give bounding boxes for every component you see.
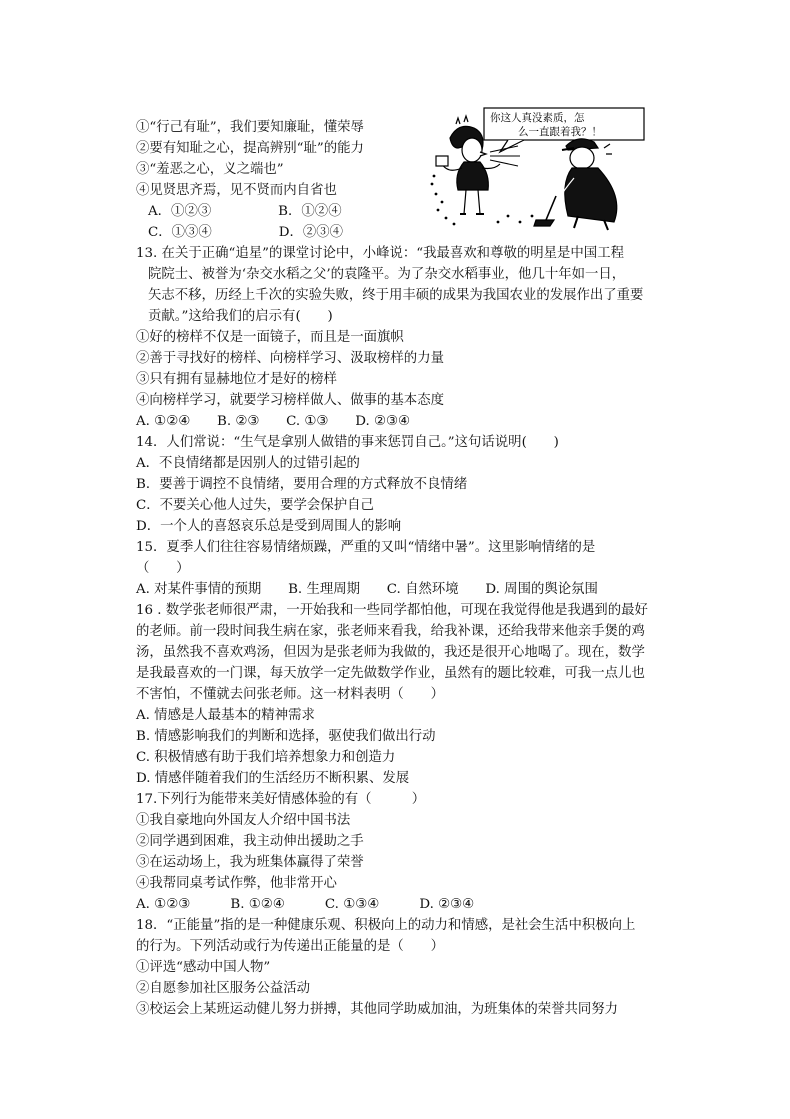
q16-option-c: C. 积极情感有助于我们培养想象力和创造力 — [136, 750, 396, 765]
q18-item-2: ②自愿参加社区服务公益活动 — [136, 981, 311, 996]
q16-stem-line-5: 不害怕，不懂就去问张老师。这一材料表明（ ） — [136, 687, 444, 702]
q14-option-b: B．要善于调控不良情绪，要用合理的方式释放不良情绪 — [136, 477, 468, 492]
speech-bubble — [484, 108, 644, 152]
q17-choices: A. ①②③ B. ①②④ C. ①③④ D. ②③④ — [136, 897, 475, 912]
q15-stem-line-1: 15．夏季人们往往容易情绪烦躁，严重的又叫“情绪中暑”。这里影响情绪的是 — [136, 540, 596, 555]
q17-item-2: ②同学遇到困难，我主动伸出援助之手 — [136, 834, 364, 849]
sweeper-figure — [534, 139, 617, 230]
q13-item-1: ①好的榜样不仅是一面镜子，而且是一面旗帜 — [136, 330, 404, 345]
shout-lines — [490, 146, 520, 166]
q13-stem-line-2: 院院士、被誉为‘杂交水稻之父’的袁隆平。为了杂交水稻事业，他几十年如一日， — [148, 267, 626, 282]
q13-item-2: ②善于寻找好的榜样、向榜样学习、汲取榜样的力量 — [136, 351, 444, 366]
q16-option-d: D. 情感伴随着我们的生活经历不断积累、发展 — [136, 771, 410, 786]
q15-stem-line-2: （ ） — [136, 561, 190, 576]
q13-item-4: ④向榜样学习，就要学习榜样做人、做事的基本态度 — [136, 393, 444, 408]
q13-choices: A. ①②④ B. ②③ C. ①③ D. ②③④ — [136, 414, 410, 429]
q18-stem-line-2: 的行为。下列活动或行为传递出正能量的是（ ） — [136, 939, 444, 954]
q14-option-a: A．不良情绪都是因别人的过错引起的 — [136, 456, 360, 471]
q13-stem-line-3: 矢志不移，历经上千次的实验失败，终于用丰硕的成果为我国农业的发展作出了重要 — [148, 288, 644, 303]
cartoon-illustration — [428, 104, 654, 232]
q16-stem-line-3: 汤，虽然我不喜欢鸡汤，但因为是张老师为我做的，我还是很开心地喝了。现在，数学 — [136, 645, 645, 660]
q16-stem-line-2: 的老师。前一段时间我生病在家，张老师来看我，给我补课，还给我带来他亲手煲的鸡 — [136, 624, 645, 639]
q13-stem-line-1: 13. 在关于正确“追星”的课堂讨论中，小峰说：“我最喜欢和尊敬的明星是中国工程 — [136, 246, 624, 261]
q14-stem: 14．人们常说：“生气是拿别人做错的事来惩罚自己。”这句话说明( ) — [136, 435, 559, 450]
q14-option-d: D．一个人的喜怒哀乐总是受到周围人的影响 — [136, 519, 402, 534]
q17-item-1: ①我自豪地向外国友人介绍中国书法 — [136, 813, 351, 828]
q18-item-3: ③校运会上某班运动健儿努力拼搏，其他同学助威加油，为班集体的荣誉共同努力 — [136, 1002, 619, 1017]
q12-item-4: ④见贤思齐焉，见不贤而内自省也 — [136, 183, 337, 198]
q18-item-1: ①评选“感动中国人物” — [136, 960, 271, 975]
speech-line-1: 你这人真没素质，怎 — [490, 112, 585, 124]
q17-stem: 17.下列行为能带来美好情感体验的有（ ） — [136, 792, 426, 807]
q18-stem-line-1: 18．“正能量”指的是一种健康乐观、积极向上的动力和情感，是社会生活中积极向上 — [136, 918, 636, 933]
q13-item-3: ③只有拥有显赫地位才是好的榜样 — [136, 372, 337, 387]
q14-option-c: C．不要关心他人过失，要学会保护自己 — [136, 498, 374, 513]
q15-choices: A. 对某件事情的预期 B. 生理周期 C. 自然环境 D. 周围的舆论氛围 — [136, 582, 598, 597]
q16-stem-line-4: 是我最喜欢的一门课，每天放学一定先做数学作业，虽然有的题比较难，可我一点儿也 — [136, 666, 645, 681]
q12-item-1: ①“行己有耻”，我们要知廉耻，懂荣辱 — [136, 120, 364, 135]
q17-item-4: ④我帮同桌考试作弊，他非常开心 — [136, 876, 337, 891]
q16-option-b: B. 情感影响我们的判断和选择，驱使我们做出行动 — [136, 729, 436, 744]
q17-item-3: ③在运动场上，我为班集体赢得了荣誉 — [136, 855, 364, 870]
q16-stem-line-1: 16 . 数学张老师很严肃，一开始我和一些同学都怕他，可现在我觉得他是我遇到的最好 — [136, 603, 648, 618]
q13-stem-line-4: 贡献。”这给我们的启示有( ) — [148, 309, 333, 324]
q12-item-3: ③“羞恶之心，义之端也” — [136, 162, 284, 177]
q12-choices-ab: A．①②③ B．①②④ — [148, 204, 342, 219]
q16-option-a: A. 情感是人最基本的精神需求 — [136, 708, 315, 723]
speech-line-2: 么一直跟着我？！ — [518, 126, 602, 138]
q12-choices-cd: C．①③④ D．②③④ — [148, 225, 344, 240]
q12-item-2: ②要有知耻之心，提高辨别“耻”的能力 — [136, 141, 364, 156]
